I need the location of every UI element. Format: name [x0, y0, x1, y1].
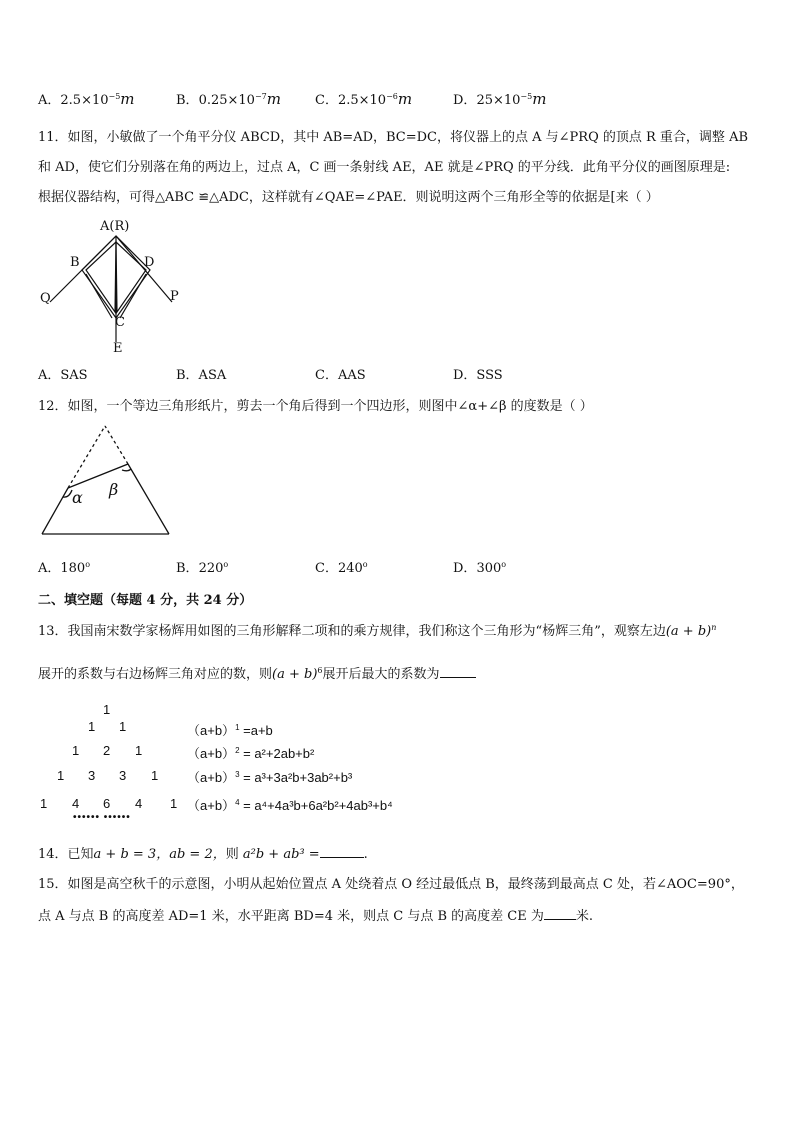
- pascal-r3-c1: 3: [88, 768, 96, 783]
- pascal-r3-c0: 1: [57, 768, 65, 783]
- pascal-r4-c2: 6: [103, 796, 111, 811]
- q11-option-a: A．SAS: [38, 368, 88, 383]
- removed-left-dashed: [68, 426, 105, 488]
- pascal-r3-c3: 1: [151, 768, 159, 783]
- pascal-r0-c0: 1: [103, 702, 111, 717]
- q10-option-b: B．$0.25\times 10^{-7}m$: [176, 90, 281, 108]
- q10-option-a: A．$2.5\times 10^{-5}m$: [38, 90, 135, 108]
- section-heading-fill-blank: 二、填空题（每题 4 分，共 24 分）: [38, 593, 253, 608]
- q10-option-c: C．$2.5\times 10^{-6}m$: [315, 90, 413, 108]
- pascal-r1-c0: 1: [88, 719, 96, 734]
- pascal-r4-c0: 1: [40, 796, 48, 811]
- label-d: D: [144, 255, 155, 270]
- q15-line-2: 点 A 与点 B 的高度差 AD=1 米，水平距离 BD=4 米，则点 C 与点 B 的高度差 CE 为 米.: [38, 909, 593, 924]
- expansion-2: $(a+b)^2 = a^2+2ab+b^2$: [187, 746, 315, 761]
- quad-inner-left: [86, 242, 116, 312]
- expansion-1: $(a+b)^1 =a+b$: [187, 723, 273, 738]
- q11-option-d: D．SSS: [453, 368, 503, 383]
- label-q: Q: [40, 291, 51, 306]
- q14-answer-blank: [320, 845, 364, 858]
- q11-option-c: C．AAS: [315, 368, 366, 383]
- expansion-3: $(a+b)^3 = a^3+3a^2b+3ab^2+b^3$: [187, 770, 353, 785]
- label-c: C: [115, 315, 125, 330]
- label-e: E: [113, 341, 123, 356]
- q11-line-3: 根据仪器结构，可得△ABC ≌△ADC，这样就有∠QAE=∠PAE．则说明这两个三角形全等的依据是[来（ ）: [38, 190, 659, 205]
- q11-line-2: 和 AD，使它们分别落在角的两边上，过点 A，C 画一条射线 AE，AE 就是∠PRQ 的平分线．此角平分仪的画图原理是:: [38, 160, 731, 175]
- q12-option-c: C．240$^o$: [315, 560, 368, 576]
- q12-option-b: B．220$^o$: [176, 560, 229, 576]
- pascal-r2-c0: 1: [72, 743, 80, 758]
- q12-option-d: D．300$^o$: [453, 560, 507, 576]
- pascal-dots: •••••• ••••••: [73, 812, 131, 823]
- label-alpha: α: [72, 488, 83, 507]
- q15-answer-blank: [544, 907, 576, 920]
- pascal-r3-c2: 3: [119, 768, 127, 783]
- q11-option-b: B．ASA: [176, 368, 227, 383]
- triangle-left-side: [42, 488, 68, 534]
- quad-inner-right: [116, 242, 146, 312]
- q13-line-2: 展开的系数与右边杨辉三角对应的数，则$(a + b)^6$展开后最大的系数为: [38, 663, 476, 682]
- triangle-right-side: [128, 464, 169, 534]
- expansion-4: $(a+b)^4 = a^4+4a^3b+6a^2b^2+4ab^3+b^4$: [187, 798, 393, 813]
- q12-figure: [36, 424, 176, 540]
- label-a-r: A(R): [100, 219, 130, 234]
- cut-line: [68, 464, 128, 488]
- q15-line-1: 15．如图是高空秋千的示意图，小明从起始位置点 A 处绕着点 O 经过最低点 B，最终荡到最高点 C 处，若∠AOC=90°，: [38, 877, 744, 892]
- pascal-r4-c4: 1: [170, 796, 178, 811]
- pascal-r1-c1: 1: [119, 719, 127, 734]
- beta-arc: [122, 469, 131, 471]
- q13-line-1: 13．我国南宋数学家杨辉用如图的三角形解释二项和的乘方规律，我们称这个三角形为“杨辉三角”，观察左边$(a + b)^n$: [38, 623, 717, 639]
- label-b: B: [70, 255, 80, 270]
- label-beta: β: [109, 480, 119, 499]
- q12-text: 12．如图，一个等边三角形纸片，剪去一个角后得到一个四边形，则图中∠α+∠β 的度数是（ ）: [38, 399, 593, 414]
- pascal-r4-c1: 4: [72, 796, 80, 811]
- q11-figure: [36, 214, 196, 356]
- q11-line-1: 11．如图，小敏做了一个角平分仪 ABCD，其中 AB=AD，BC=DC，将仪器上的点 A 与∠PRQ 的顶点 R 重合，调整 AB: [38, 130, 749, 145]
- pascal-r2-c2: 1: [135, 743, 143, 758]
- q12-option-a: A．180$^o$: [38, 560, 91, 576]
- pascal-r4-c3: 4: [135, 796, 143, 811]
- label-p: P: [170, 289, 179, 304]
- removed-right-dashed: [105, 426, 128, 464]
- q13-answer-blank: [440, 665, 476, 678]
- q10-option-d: D．$25\times 10^{-5}m$: [453, 90, 547, 108]
- pascal-r2-c1: 2: [103, 743, 111, 758]
- q14-text: 14．已知a + b = 3，ab = 2，则 a²b + ab³ = .: [38, 847, 368, 862]
